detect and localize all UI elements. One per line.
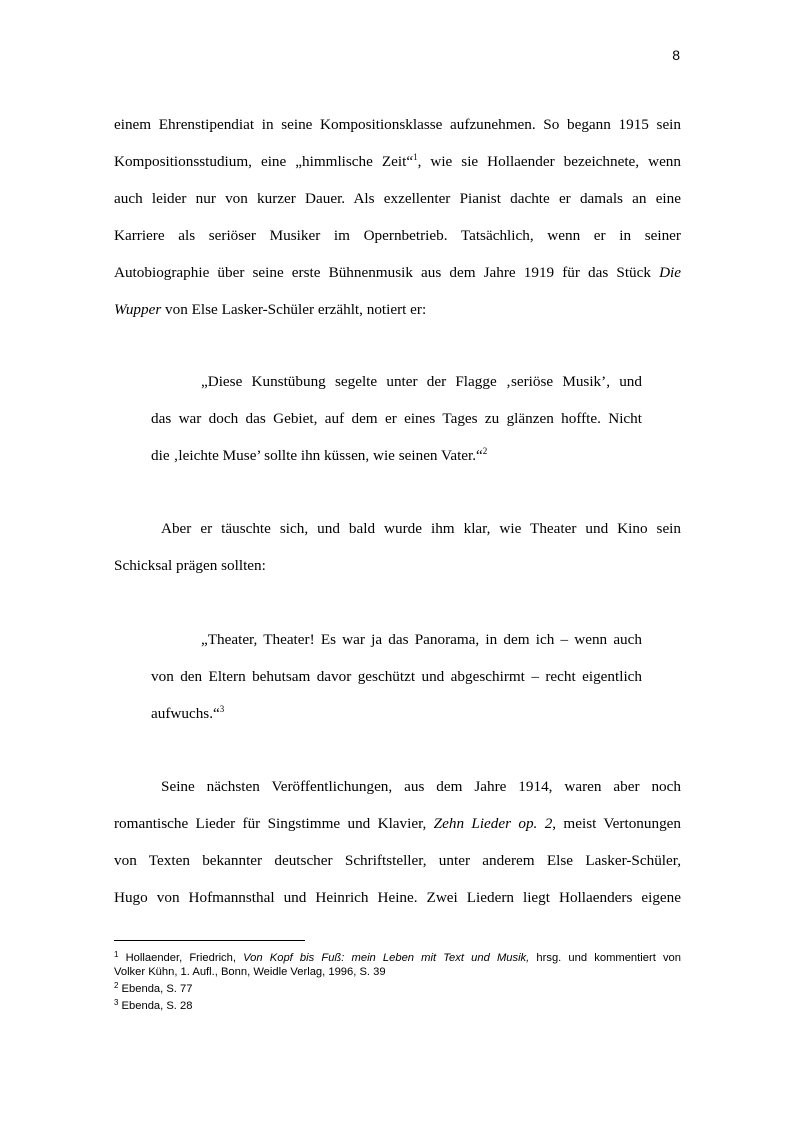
footnote-2 xyxy=(114,979,681,996)
text-line xyxy=(114,805,681,842)
text-span: „Theater, Theater! Es war ja das Panorama, in dem ich – wenn auch xyxy=(201,631,642,648)
text-span: Kompositionsstudium, eine „himmlische Zeit“ xyxy=(114,153,414,170)
text-span: Aber er täuschte sich, und bald wurde ihm klar, wie Theater und Kino sein xyxy=(161,520,681,537)
footnote-3 xyxy=(114,996,681,1013)
footnote-number: 2 xyxy=(114,981,119,990)
page-number: 8 xyxy=(672,47,680,63)
paragraph-1 xyxy=(114,106,681,328)
footnote-ref-2[interactable]: 2 xyxy=(482,446,488,456)
text-span: Ebenda, S. 28 xyxy=(118,1000,193,1012)
text-span: hrsg. und kommentiert von xyxy=(529,952,681,964)
text-span: Autobiographie über seine erste Bühnenmusik aus dem Jahre 1919 für das Stück xyxy=(114,264,651,281)
paragraph-3 xyxy=(114,768,681,916)
paragraph-2 xyxy=(114,510,681,584)
text-line: von den Eltern behutsam davor geschützt und abgeschirmt – recht eigentlich xyxy=(151,668,642,685)
footnote-number: 3 xyxy=(114,998,119,1007)
text-span: , meist Vertonungen xyxy=(552,815,682,832)
text-line: von Texten bekannter deutscher Schriftsteller, unter anderem Else Lasker-Schüler, xyxy=(114,852,681,869)
text-line: Hugo von Hofmannsthal und Heinrich Heine. Zwei Liedern liegt Hollaenders eigene xyxy=(114,889,681,906)
text-line xyxy=(151,363,642,400)
text-span: , wie sie Hollaender bezeichnete, wenn xyxy=(417,153,681,170)
title-italic: Wupper xyxy=(114,301,162,318)
footnote-ref-1[interactable]: 1 xyxy=(413,152,418,162)
block-quote-1 xyxy=(151,363,642,474)
text-line: Karriere als seriöser Musiker im Opernbetrieb. Tatsächlich, wenn er in seiner xyxy=(114,227,681,244)
footnotes xyxy=(114,948,681,1013)
text-span: Ebenda, S. 77 xyxy=(118,983,193,995)
text-span: romantische Lieder für Singstimme und Klavier, xyxy=(114,815,427,832)
text-span: die ‚leichte Muse’ sollte ihn küssen, wie seinen Vater.“ xyxy=(151,447,483,464)
text-line: Schicksal prägen sollten: xyxy=(114,557,266,574)
footnote-ref-3[interactable]: 3 xyxy=(219,704,225,714)
text-span: Hollaender, Friedrich, xyxy=(118,952,244,964)
text-line: das war doch das Gebiet, auf dem er eines Tages zu glänzen hoffte. Nicht xyxy=(151,410,642,427)
text-line: einem Ehrenstipendiat in seine Kompositionsklasse aufzunehmen. So begann 1915 sein xyxy=(114,116,681,133)
footnote-1 xyxy=(114,948,681,965)
title-italic: Die xyxy=(659,264,682,281)
text-span: Seine nächsten Veröffentlichungen, aus dem Jahre 1914, waren aber noch xyxy=(161,778,681,795)
title-italic: Zehn Lieder op. 2 xyxy=(433,815,553,832)
text-line xyxy=(151,695,642,732)
title-italic: Von Kopf bis Fuß: mein Leben mit Text und Musik, xyxy=(243,952,530,964)
text-span: „Diese Kunstübung segelte unter der Flagge ‚seriöse Musik’, und xyxy=(201,373,642,390)
text-line xyxy=(114,768,681,805)
text-line xyxy=(114,143,681,180)
text-span: aufwuchs.“ xyxy=(151,705,220,722)
footnote-1-continued: Volker Kühn, 1. Aufl., Bonn, Weidle Verlag, 1996, S. 39 xyxy=(114,966,386,978)
text-span: von Else Lasker-Schüler erzählt, notiert er: xyxy=(161,301,427,318)
text-line: auch leider nur von kurzer Dauer. Als exzellenter Pianist dachte er damals an eine xyxy=(114,190,681,207)
text-line xyxy=(114,291,681,328)
footnote-separator xyxy=(114,940,305,941)
text-line xyxy=(151,437,642,474)
footnote-number: 1 xyxy=(114,950,119,959)
text-line xyxy=(114,254,681,291)
text-line xyxy=(151,621,642,658)
text-line xyxy=(114,510,681,547)
block-quote-2 xyxy=(151,621,642,732)
